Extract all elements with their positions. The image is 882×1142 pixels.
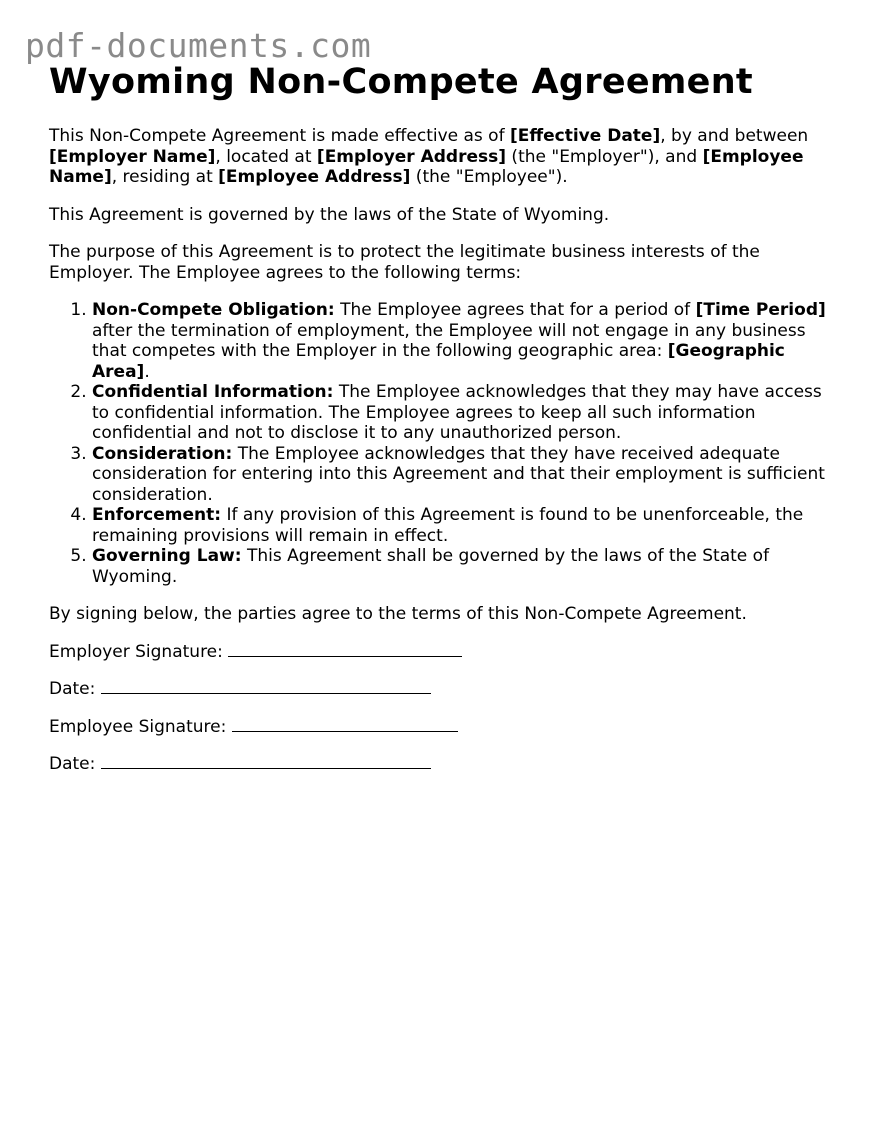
governed-paragraph: This Agreement is governed by the laws of the State of Wyoming. <box>49 204 610 225</box>
term-item-confidential <box>92 382 837 444</box>
employee-signature-line <box>49 717 849 738</box>
term-text: . <box>144 361 150 382</box>
purpose-paragraph: The purpose of this Agreement is to protect the legitimate business interests of the Employer. The Employee agrees to the following terms: <box>49 242 760 283</box>
intro-text-1: This Non-Compete Agreement is made effective as of <box>49 126 510 146</box>
employee-date-field[interactable] <box>101 755 431 769</box>
term-text: This Agreement shall be governed by the laws of the State of Wyoming. <box>92 546 770 587</box>
employee-address-placeholder: [Employee Address] <box>218 167 411 187</box>
term-item-non-compete <box>92 300 837 382</box>
employee-date-line <box>49 754 849 775</box>
intro-text-2: , by and between <box>660 126 809 146</box>
intro-paragraph <box>49 126 839 188</box>
geographic-area-placeholder: [Geographic Area] <box>92 341 785 382</box>
effective-date-placeholder: [Effective Date] <box>509 126 661 146</box>
term-text: after the termination of employment, the Employee will not engage in any business that competes with the Employer in the following geographic area: <box>92 320 806 361</box>
term-item-governing-law <box>92 546 837 587</box>
term-text: If any provision of this Agreement is found to be unenforceable, the remaining provisions will remain in effect. <box>92 505 804 546</box>
employer-signature-label: Employer Signature: <box>49 641 229 662</box>
time-period-placeholder: [Time Period] <box>695 300 826 320</box>
intro-text-5: , residing at <box>111 167 219 187</box>
term-item-consideration <box>92 444 837 506</box>
date-label: Date: <box>49 679 101 699</box>
term-text: The Employee acknowledges that they have received adequate consideration for entering into this Agreement and that their employment is sufficient consideration. <box>92 443 825 505</box>
term-heading: Governing Law: <box>92 546 242 566</box>
intro-text-3: , located at <box>215 146 317 167</box>
date-label: Date: <box>49 754 101 774</box>
employer-name-placeholder: [Employer Name] <box>49 146 216 167</box>
signing-paragraph: By signing below, the parties agree to the terms of this Non-Compete Agreement. <box>49 604 747 624</box>
term-heading: Consideration: <box>92 443 233 464</box>
employee-name-placeholder: [Employee Name] <box>49 146 804 187</box>
term-heading: Confidential Information: <box>92 382 334 402</box>
intro-text-6: (the "Employee"). <box>410 167 568 187</box>
term-heading: Enforcement: <box>92 505 222 525</box>
employer-address-placeholder: [Employer Address] <box>316 146 507 167</box>
employer-signature-field[interactable] <box>228 643 462 657</box>
watermark: pdf-documents.com <box>25 26 372 65</box>
intro-text-4: (the "Employer"), and <box>506 146 703 167</box>
employee-signature-label: Employee Signature: <box>49 716 232 737</box>
term-heading: Non-Compete Obligation: <box>92 300 335 320</box>
term-text: The Employee acknowledges that they may have access to confidential information. The Employee agrees to keep all such information confidential and not to disclose it to any unauthorized person. <box>92 382 822 443</box>
employee-signature-field[interactable] <box>232 718 458 732</box>
employer-signature-line <box>49 642 849 663</box>
employer-date-line <box>49 679 849 700</box>
employer-date-field[interactable] <box>101 680 431 694</box>
terms-list <box>49 300 837 587</box>
document-page <box>49 60 849 775</box>
term-text: The Employee agrees that for a period of <box>334 300 696 320</box>
term-item-enforcement <box>92 505 837 546</box>
page-title: Wyoming Non-Compete Agreement <box>49 62 753 102</box>
